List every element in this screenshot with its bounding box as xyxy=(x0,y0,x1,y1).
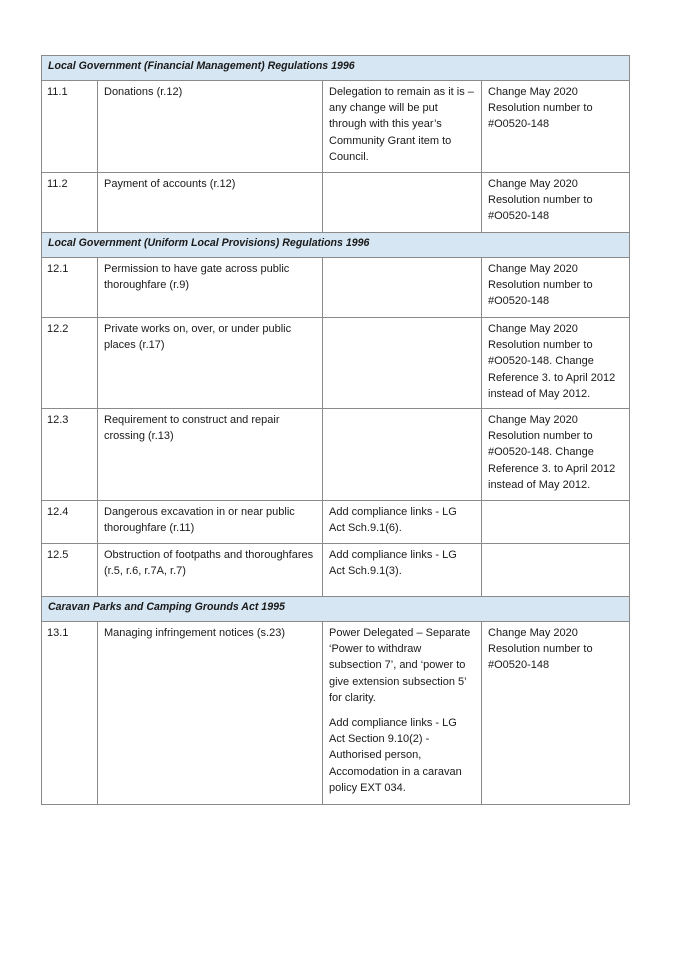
table-row xyxy=(42,409,630,501)
item-change: Change May 2020 Resolution number to #O0520-148 xyxy=(482,173,630,233)
item-number: 12.2 xyxy=(42,318,98,409)
item-description: Payment of accounts (r.12) xyxy=(98,173,323,233)
item-number: 12.4 xyxy=(42,501,98,544)
item-change xyxy=(482,501,630,544)
item-number: 12.5 xyxy=(42,544,98,597)
table-row xyxy=(42,544,630,597)
item-description: Private works on, over, or under public places (r.17) xyxy=(98,318,323,409)
item-description: Permission to have gate across public thoroughfare (r.9) xyxy=(98,258,323,318)
item-description: Managing infringement notices (s.23) xyxy=(98,622,323,805)
item-number: 12.1 xyxy=(42,258,98,318)
section-title: Caravan Parks and Camping Grounds Act 1995 xyxy=(42,597,630,622)
item-description: Obstruction of footpaths and thoroughfares (r.5, r.6, r.7A, r.7) xyxy=(98,544,323,597)
item-comment xyxy=(323,258,482,318)
item-change: Change May 2020 Resolution number to #O0520-148 xyxy=(482,622,630,805)
table-row xyxy=(42,622,630,805)
item-description: Donations (r.12) xyxy=(98,81,323,173)
section-header xyxy=(42,56,630,81)
table-row xyxy=(42,173,630,233)
item-comment: Add compliance links - LG Act Sch.9.1(3). xyxy=(323,544,482,597)
item-description: Dangerous excavation in or near public thoroughfare (r.11) xyxy=(98,501,323,544)
item-number: 13.1 xyxy=(42,622,98,805)
item-comment xyxy=(323,173,482,233)
item-comment: Delegation to remain as it is – any change will be put through with this year’s Community Grant item to Council. xyxy=(323,81,482,173)
item-change: Change May 2020 Resolution number to #O0520-148. Change Reference 3. to April 2012 instead of May 2012. xyxy=(482,409,630,501)
item-comment xyxy=(323,318,482,409)
table-row xyxy=(42,501,630,544)
item-number: 12.3 xyxy=(42,409,98,501)
table-row xyxy=(42,81,630,173)
item-change: Change May 2020 Resolution number to #O0520-148 xyxy=(482,81,630,173)
table-row xyxy=(42,318,630,409)
item-comment xyxy=(323,409,482,501)
section-header xyxy=(42,597,630,622)
item-number: 11.1 xyxy=(42,81,98,173)
item-comment: Add compliance links - LG Act Sch.9.1(6). xyxy=(323,501,482,544)
item-change: Change May 2020 Resolution number to #O0520-148. Change Reference 3. to April 2012 instead of May 2012. xyxy=(482,318,630,409)
item-number: 11.2 xyxy=(42,173,98,233)
item-change xyxy=(482,544,630,597)
item-comment: Power Delegated – Separate ‘Power to withdraw subsection 7’, and ‘power to give extension subsection 5’ for clarity. Add compliance links - LG Act Section 9.10(2) - Authorised person, Accomodation in a caravan policy EXT 034. xyxy=(323,622,482,805)
item-change: Change May 2020 Resolution number to #O0520-148 xyxy=(482,258,630,318)
section-title: Local Government (Financial Management) Regulations 1996 xyxy=(42,56,630,81)
delegation-table xyxy=(41,55,630,805)
table-row xyxy=(42,258,630,318)
section-header xyxy=(42,233,630,258)
section-title: Local Government (Uniform Local Provisions) Regulations 1996 xyxy=(42,233,630,258)
item-description: Requirement to construct and repair crossing (r.13) xyxy=(98,409,323,501)
